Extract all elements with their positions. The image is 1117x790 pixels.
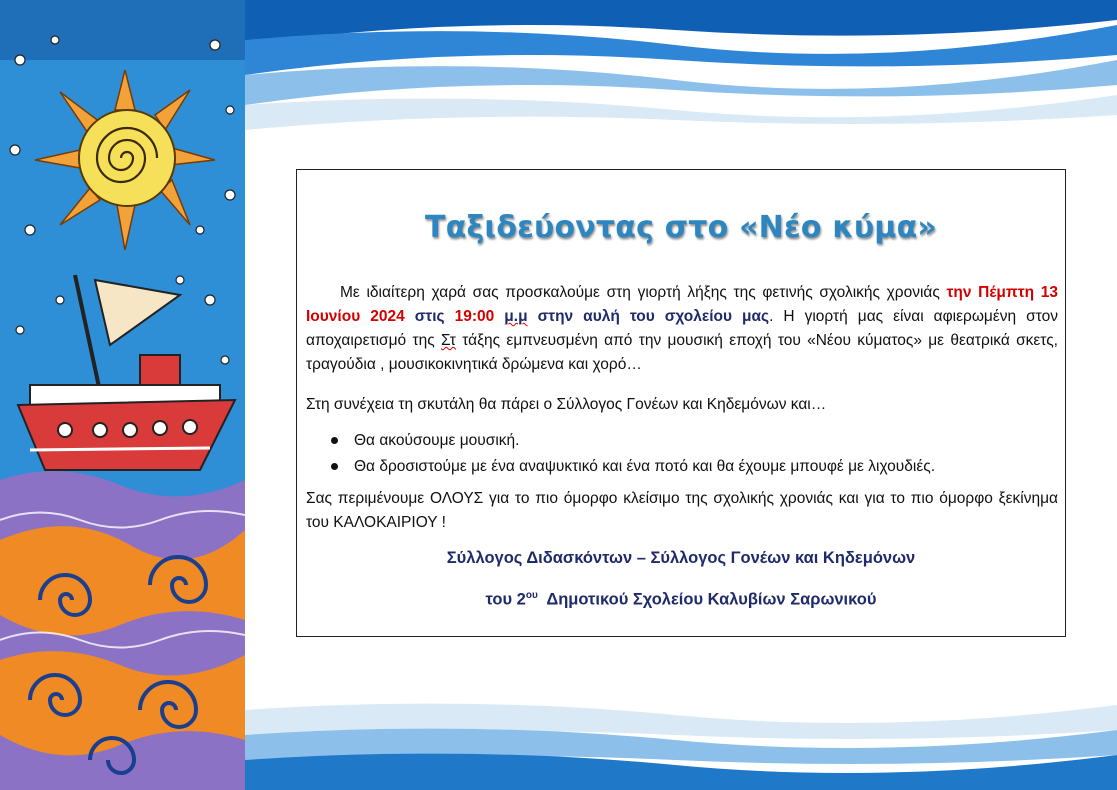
continuation-paragraph: Στη συνέχεια τη σκυτάλη θα πάρει ο Σύλλογος Γονέων και Κηδεμόνων και… [306, 396, 827, 413]
invitation-title: Ταξιδεύοντας στο «Νέο κύμα» [425, 210, 937, 245]
top-wave-decoration [245, 0, 1117, 160]
list-item [306, 428, 1058, 454]
intro-text-3: τάξης εμπνευσμένη από την μουσική εποχή του «Νέου κύματος» με θεατρικά σκετς, τραγούδια , μουσικοκινητικά δρώμενα και χορό… [306, 332, 1058, 373]
event-time-suffix: μ.μ [504, 308, 528, 325]
intro-text-1: Με ιδιαίτερη χαρά σας προσκαλούμε στη γιορτή λήξης της φετινής σχολικής χρονιάς [340, 284, 947, 301]
list-item-text: Θα ακούσουμε μουσική. [354, 432, 520, 449]
signature-line-1: Σύλλογος Διδασκόντων – Σύλλογος Γονέων και Κηδεμόνων [446, 549, 916, 567]
event-time: 19:00 [454, 308, 495, 325]
intro-text-2: . Η γιορτή μας είναι αφιερωμένη στον αποχαιρετισμό της [306, 308, 1058, 349]
intro-paragraph [306, 281, 1058, 377]
at-word: στις [404, 308, 455, 325]
bullet-icon [331, 463, 338, 470]
sea-illustration [0, 0, 245, 790]
list-item-text: Θα δροσιστούμε με ένα αναψυκτικό και ένα ποτό και θα έχουμε μπουφέ με λιχουδιές. [354, 458, 936, 475]
signature-line-2 [297, 590, 1065, 610]
activities-list [306, 428, 1058, 480]
invitation-card [296, 169, 1066, 637]
bullet-icon [331, 437, 338, 444]
event-place: στην αυλή του σχολείου μας [527, 308, 770, 325]
sea-swirl-icon [0, 471, 245, 790]
event-date: την Πέμπτη 13 Ιουνίου 2024 [306, 284, 1058, 325]
list-item [306, 454, 1058, 480]
class-name: Στ [440, 332, 456, 349]
signature-school: Δημοτικού Σχολείου Καλυβίων Σαρωνικού [537, 590, 877, 609]
closing-paragraph: Σας περιμένουμε ΟΛΟΥΣ για το πιο όμορφο κλείσιμο της σχολικής χρονιάς και για το πιο όμορφο ξεκίνημα του ΚΑΛΟΚΑΙΡΙΟΥ ! [306, 490, 1058, 531]
bottom-wave-decoration [245, 690, 1117, 790]
signature-ordinal: ου [525, 590, 538, 601]
signature-prefix: του 2 [485, 590, 526, 609]
